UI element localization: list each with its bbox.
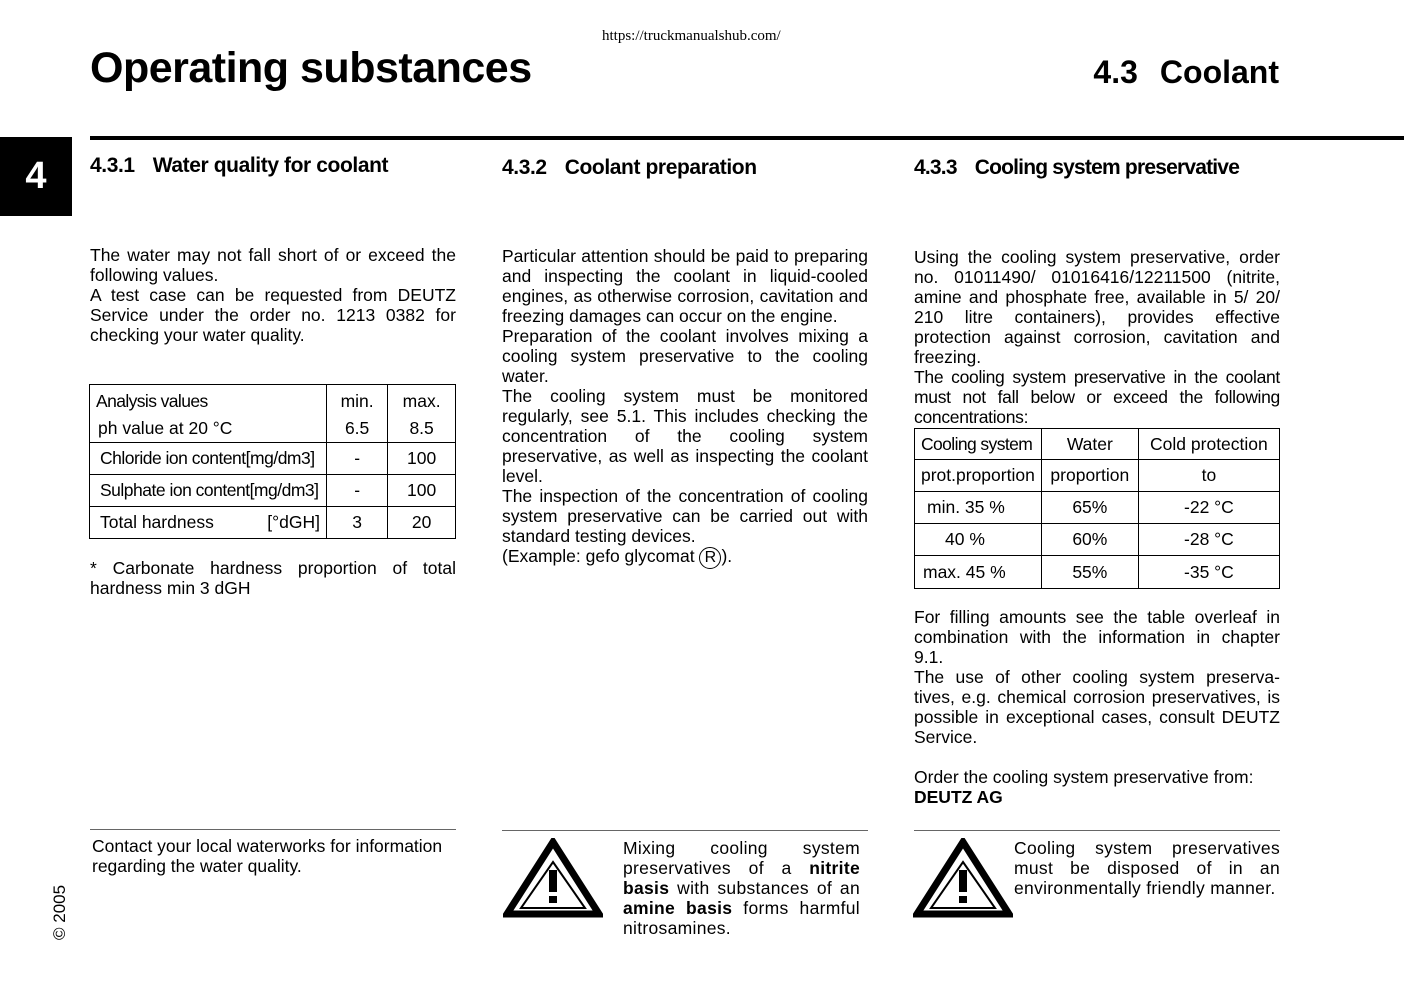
table-row <box>915 429 1280 460</box>
col3-order-line: Order the cooling system preservative from: <box>914 767 1254 787</box>
col1-intro-1: The water may not fall short of or exceed the following values. <box>90 245 456 285</box>
header-rule <box>90 136 1404 140</box>
row-max: 100 <box>388 443 456 475</box>
col1-title: Water quality for coolant <box>152 154 389 177</box>
col-header-max: max. <box>402 391 441 411</box>
cell-prot: 40 % <box>915 524 1042 556</box>
col2-number: 4.3.2 <box>502 156 547 179</box>
th-proportion: proportion <box>1041 460 1138 492</box>
col1-heading <box>90 154 388 178</box>
table-cell <box>90 385 327 443</box>
cell-water: 55% <box>1041 556 1138 589</box>
registered-mark: R <box>699 547 721 569</box>
cell-prot: max. 45 % <box>915 556 1042 589</box>
row-min: 6.5 <box>344 418 370 438</box>
col1-divider <box>90 829 456 830</box>
table-row <box>90 443 456 475</box>
row-min: 3 <box>327 507 388 539</box>
col2-p1: Particular attention should be paid to preparing and inspecting the coolant in liquid-cooled engines, as otherwise corrosion, cavitation and freezing damages can occur on the engine. <box>502 246 868 326</box>
col3-p4: The use of other cooling system preserva-tives, e.g. chemical corrosion preservatives, is possible in exceptional cases, consult DEUTZ Service. <box>914 667 1280 747</box>
section-name: Coolant <box>1159 54 1279 90</box>
row-label: Sulphate ion content[mg/dm3] <box>90 475 327 507</box>
warning-triangle-icon <box>913 838 1013 918</box>
cell-water: 60% <box>1041 524 1138 556</box>
th-cooling-system: Cooling system <box>915 429 1042 460</box>
col1-note: Contact your local waterworks for information regarding the water quality. <box>92 836 443 876</box>
example-prefix: (Example: gefo glycomat <box>502 546 700 566</box>
col3-p3: For filling amounts see the table overleaf in combination with the information in chapter 9.1. <box>914 607 1280 667</box>
col1-intro <box>90 245 456 345</box>
table-row <box>915 556 1280 589</box>
table-cell <box>90 507 327 539</box>
row-unit: [°dGH] <box>267 512 320 532</box>
th-water: Water <box>1041 429 1138 460</box>
row-max: 20 <box>388 507 456 539</box>
row-label: ph value at 20 °C <box>98 418 233 438</box>
table-row <box>915 460 1280 492</box>
col3-body-2 <box>914 607 1280 807</box>
col3-order-company: DEUTZ AG <box>914 787 1003 807</box>
table-row <box>90 475 456 507</box>
table-row <box>915 524 1280 556</box>
concentration-table <box>914 428 1280 589</box>
table-row <box>915 492 1280 524</box>
warning-text-2: with substances of an <box>669 878 860 898</box>
col2-p2: Preparation of the coolant involves mixing a cooling system preservative to the cooling water. <box>502 326 868 386</box>
col1-footnote: * Carbonate hardness proportion of total hardness min 3 dGH <box>90 558 456 598</box>
warning-bold-1: nitrite basis <box>623 858 860 898</box>
warning-text-1: Mixing cooling system preservatives of a <box>623 838 860 878</box>
cell-water: 65% <box>1041 492 1138 524</box>
col2-warning-text <box>623 838 860 938</box>
col3-warning-text: Cooling system preservatives must be disposed of in an environmentally friendly manner. <box>1014 838 1280 898</box>
th-prot-proportion: prot.proportion <box>915 460 1042 492</box>
col2-p4: The inspection of the concentration of cooling system preservative can be carried out with standard testing devices. <box>502 486 868 546</box>
cell-cold: -28 °C <box>1138 524 1279 556</box>
section-title <box>1093 54 1279 91</box>
th-to: to <box>1138 460 1279 492</box>
warning-triangle-icon <box>503 838 603 918</box>
example-suffix: ). <box>721 546 733 566</box>
page-title: Operating substances <box>90 44 532 92</box>
col1-number: 4.3.1 <box>90 154 135 177</box>
col3-heading <box>914 156 1239 180</box>
col2-title: Coolant preparation <box>564 156 757 179</box>
col-header-min: min. <box>340 391 374 411</box>
col3-number: 4.3.3 <box>914 156 957 179</box>
table-row <box>90 507 456 539</box>
col3-p2: The cooling system preservative in the coolant must not fall below or exceed the following concentrations: <box>914 367 1280 427</box>
warning-text-3: forms harmful nitrosamines. <box>623 898 860 938</box>
col3-p1: Using the cooling system preservative, order no. 01011490/ 01016416/12211500 (nitrite, amine and phosphate free, available in 5/ 20/ 210 litre containers), provides effective protection against corrosion, cavitation and freezing. <box>914 247 1280 367</box>
chapter-tab: 4 <box>0 137 72 216</box>
table-cell <box>327 385 388 443</box>
row-min: - <box>327 443 388 475</box>
col3-body <box>914 247 1280 427</box>
row-min: - <box>327 475 388 507</box>
col3-divider <box>914 830 1280 831</box>
table-row <box>90 385 456 443</box>
row-max: 8.5 <box>409 418 434 438</box>
col2-divider <box>502 830 868 831</box>
col3-title: Cooling system preservative <box>974 156 1240 179</box>
row-label: Total hardness <box>100 512 214 532</box>
col2-example <box>502 546 868 569</box>
row-max: 100 <box>388 475 456 507</box>
col2-p3: The cooling system must be monitored regularly, see 5.1. This includes checking the concentration of the cooling system preservative, as well as inspecting the coolant level. <box>502 386 868 486</box>
cell-cold: -22 °C <box>1138 492 1279 524</box>
table-cell <box>388 385 456 443</box>
water-quality-table <box>89 384 456 539</box>
row-label: Chloride ion content[mg/dm3] <box>90 443 327 475</box>
source-url[interactable]: https://truckmanualshub.com/ <box>602 28 781 44</box>
th-cold-protection: Cold protection <box>1138 429 1279 460</box>
col-header-analysis: Analysis values <box>96 391 208 411</box>
section-number: 4.3 <box>1093 54 1138 90</box>
warning-bold-2: amine basis <box>623 898 733 918</box>
col2-body <box>502 246 868 569</box>
copyright: © 2005 <box>50 884 69 940</box>
cell-prot: min. 35 % <box>915 492 1042 524</box>
col1-intro-2: A test case can be requested from DEUTZ Service under the order no. 1213 0382 for checking your water quality. <box>90 285 456 345</box>
cell-cold: -35 °C <box>1138 556 1279 589</box>
col2-heading <box>502 156 757 180</box>
